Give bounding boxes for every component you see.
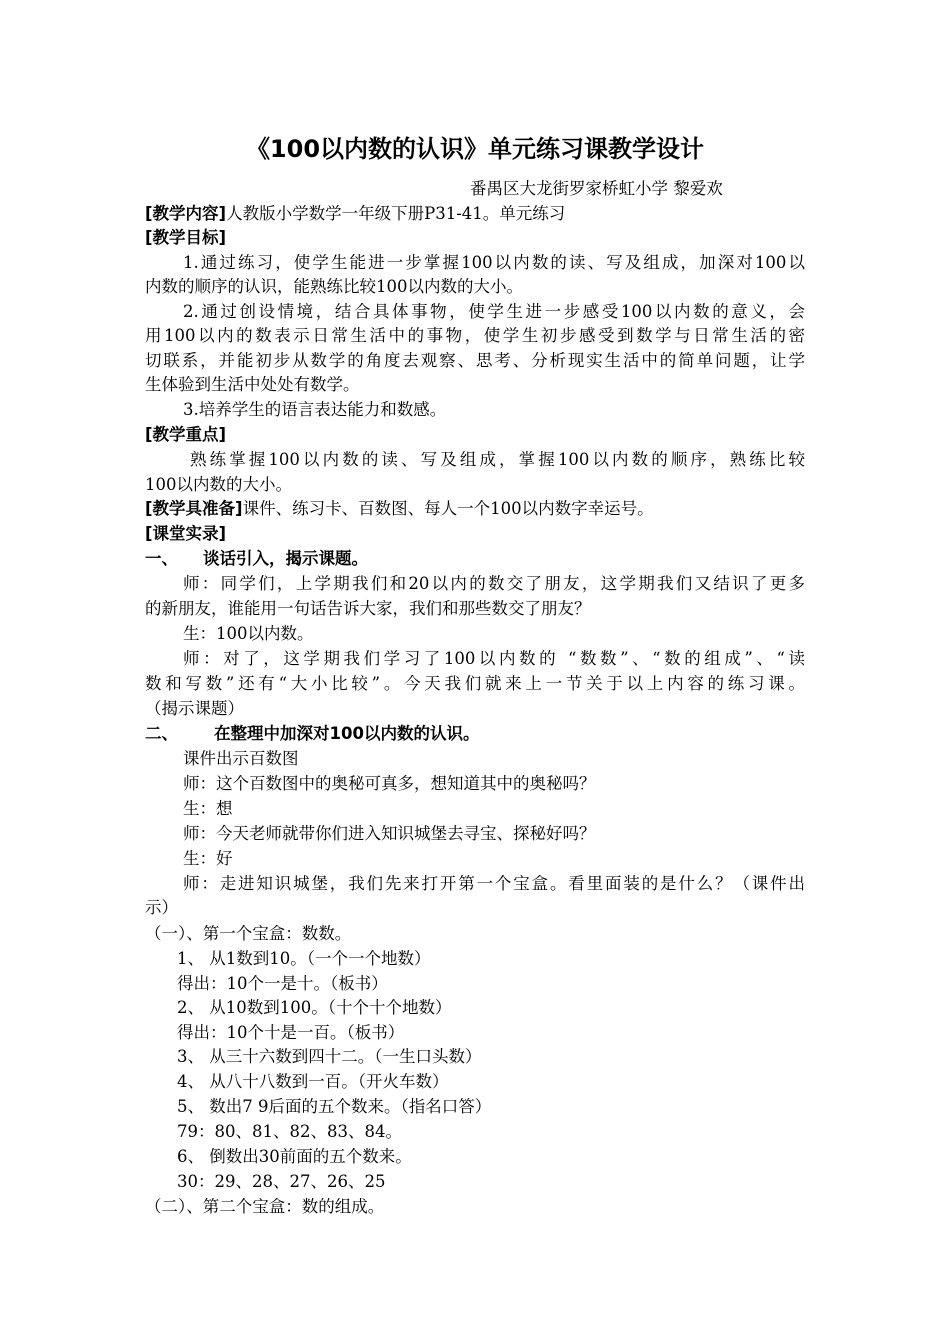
box1-line: 79：80、81、82、83、84。 — [177, 1122, 402, 1141]
teaching-content-text: 人教版小学数学一年级下册P31-41。单元练习 — [226, 204, 566, 223]
objectives-label: [教学目标] — [145, 228, 227, 247]
section2-number: 二、 — [145, 724, 178, 743]
section1-heading: 谈话引入，揭示课题。 — [203, 549, 368, 568]
section2-line: 生：好 — [183, 849, 233, 868]
objective-line: 2.通过创设情境，结合具体事物，使学生进一步感受100以内数的意义，会 — [183, 302, 805, 321]
objective-line: 3.培养学生的语言表达能力和数感。 — [183, 400, 447, 419]
section1-number: 一、 — [145, 549, 178, 568]
materials-label: [教学具准备] — [145, 499, 243, 518]
record-label: [课堂实录] — [145, 524, 227, 543]
key-points-line: 熟练掌握100以内数的读、写及组成，掌握100以内数的顺序，熟练比较 — [190, 450, 805, 469]
box1-line: 得出：10个一是十。（板书） — [177, 974, 388, 993]
section2-line: 生：想 — [183, 799, 233, 818]
box1-line: 得出：10个十是一百。（板书） — [177, 1023, 405, 1042]
section2-line: 示） — [145, 898, 178, 917]
teaching-content-label: [教学内容] — [145, 204, 227, 223]
section1-line: 生：100以内数。 — [183, 624, 314, 643]
document-title: 《100以内数的认识》单元练习课教学设计 — [245, 135, 705, 163]
section1-line: 的新朋友，谁能用一句话告诉大家，我们和那些数交了朋友？ — [145, 599, 591, 618]
materials — [145, 497, 654, 521]
box1-line: 3、 从三十六数到四十二。（一生口头数） — [177, 1047, 482, 1066]
box1-line: 5、 数出7 9后面的五个数来。（指名口答） — [177, 1097, 492, 1116]
section2-line: 师：今天老师就带你们进入知识城堡去寻宝、探秘好吗？ — [183, 824, 596, 843]
box1-line: 1、 从1数到10。（一个一个地数） — [177, 949, 431, 968]
objective-line: 1.通过练习，使学生能进一步掌握100以内数的读、写及组成，加深对100以 — [183, 253, 805, 272]
author-line: 番禺区大龙街罗家桥虹小学 黎爱欢 — [470, 179, 723, 198]
key-points-line: 100以内数的大小。 — [145, 475, 292, 494]
section2-line: 师：走进知识城堡，我们先来打开第一个宝盒。看里面装的是什么？（课件出 — [183, 874, 805, 893]
box1-line: 4、 从八十八数到一百。（开火车数） — [177, 1072, 449, 1091]
objective-line: 生体验到生活中处处有数学。 — [145, 375, 360, 394]
section2-line: 师：这个百数图中的奥秘可真多，想知道其中的奥秘吗？ — [183, 774, 596, 793]
objective-line: 用100以内的数表示日常生活中的事物，使学生初步感受到数学与日常生活的密 — [145, 326, 805, 345]
key-points-label: [教学重点] — [145, 425, 227, 444]
section2-heading: 在整理中加深对100以内数的认识。 — [214, 724, 480, 743]
box1-line: 6、 倒数出30前面的五个数来。 — [177, 1147, 412, 1166]
objective-line: 切联系，并能初步从数学的角度去观察、思考、分析现实生活中的简单问题，让学 — [145, 351, 805, 370]
objective-line: 内数的顺序的认识，能熟练比较100以内数的大小。 — [145, 277, 523, 296]
section2-line: 课件出示百数图 — [183, 749, 299, 768]
materials-text: 课件、练习卡、百数图、每人一个100以内数字幸运号。 — [242, 499, 654, 518]
box1-heading: （一）、第一个宝盒：数数。 — [145, 924, 352, 943]
box1-line: 30：29、28、27、26、25 — [177, 1172, 386, 1191]
box1-line: 2、 从10数到100。（十个十个地数） — [177, 998, 452, 1017]
section1-line: 师：对了，这学期我们学习了100以内数的 “数数”、“数的组成”、“读 — [183, 649, 805, 668]
box2-heading: （二）、第二个宝盒：数的组成。 — [145, 1197, 385, 1216]
teaching-content — [145, 202, 565, 226]
section1-line: （揭示课题） — [145, 699, 244, 718]
section1-line: 师：同学们，上学期我们和20以内的数交了朋友，这学期我们又结识了更多 — [183, 574, 805, 593]
section1-line: 数和写数”还有“大小比较”。今天我们就来上一节关于以上内容的练习课。 — [145, 674, 805, 693]
